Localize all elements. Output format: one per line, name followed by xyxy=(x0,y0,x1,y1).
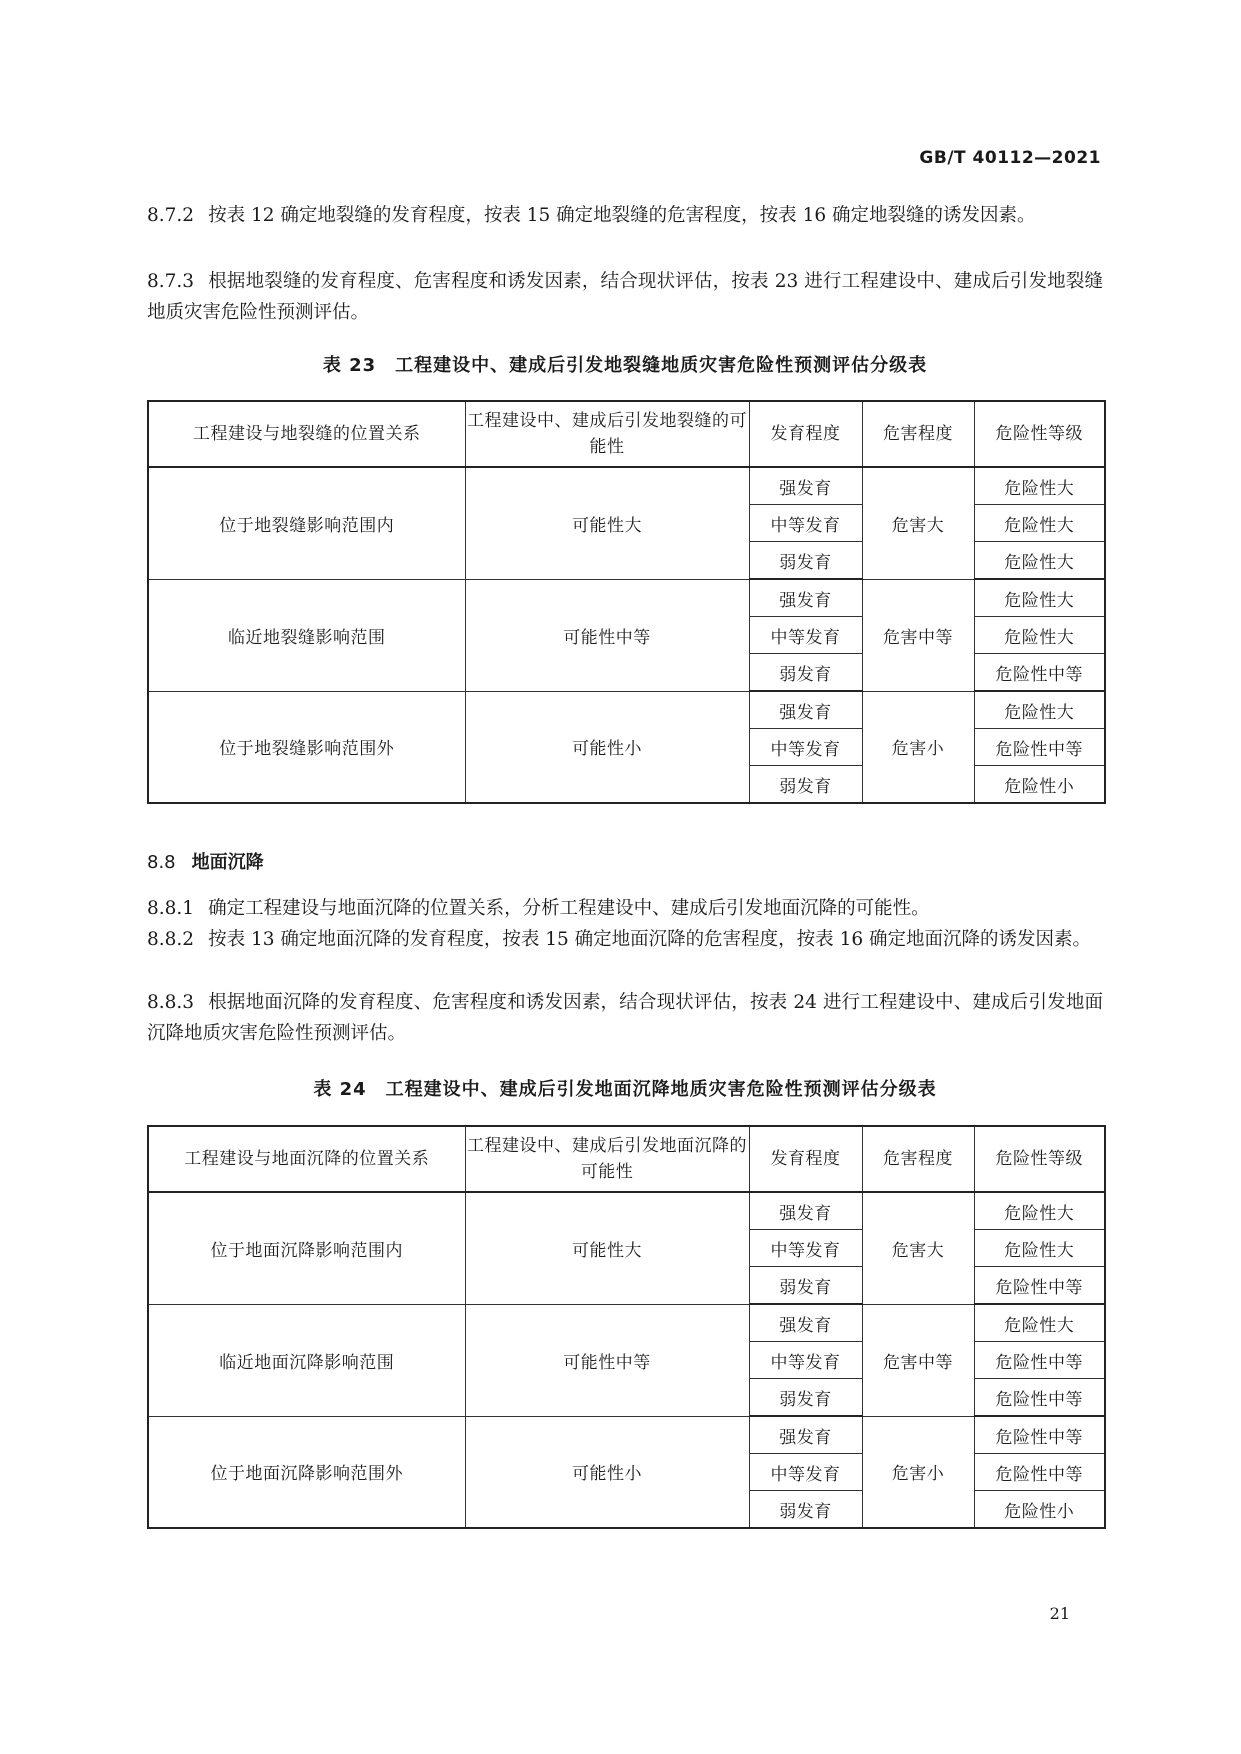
section-title: 地面沉降 xyxy=(191,852,264,873)
development-cell: 强发育 xyxy=(749,1416,862,1454)
risk-level-cell: 危险性大 xyxy=(974,1304,1105,1342)
development-cell: 弱发育 xyxy=(749,1267,862,1305)
header-risk-level: 危险性等级 xyxy=(974,1126,1105,1192)
development-cell: 中等发育 xyxy=(749,617,862,654)
development-cell: 弱发育 xyxy=(749,766,862,804)
development-cell: 弱发育 xyxy=(749,654,862,692)
risk-level-cell: 危险性大 xyxy=(974,505,1105,542)
table-header-row xyxy=(148,1126,1105,1192)
clause-8-8-3 xyxy=(147,987,1103,1049)
clause-8-7-2 xyxy=(147,200,1103,231)
clause-number: 8.8.3 xyxy=(147,992,195,1013)
possibility-cell: 可能性大 xyxy=(465,467,749,579)
table-row xyxy=(148,1304,1105,1342)
header-position: 工程建设与地裂缝的位置关系 xyxy=(148,401,465,467)
table-row xyxy=(148,1416,1105,1454)
section-heading-8-8 xyxy=(147,848,264,874)
risk-level-cell: 危险性小 xyxy=(974,766,1105,804)
section-number: 8.8 xyxy=(147,852,176,873)
harm-cell: 危害小 xyxy=(862,691,974,803)
header-development: 发育程度 xyxy=(749,1126,862,1192)
position-cell: 位于地裂缝影响范围外 xyxy=(148,691,465,803)
risk-level-cell: 危险性中等 xyxy=(974,1267,1105,1305)
development-cell: 中等发育 xyxy=(749,1454,862,1491)
table-24 xyxy=(147,1125,1106,1529)
development-cell: 中等发育 xyxy=(749,1342,862,1379)
development-cell: 强发育 xyxy=(749,1192,862,1230)
table-header-row xyxy=(148,401,1105,467)
risk-level-cell: 危险性大 xyxy=(974,691,1105,729)
header-possibility: 工程建设中、建成后引发地裂缝的可能性 xyxy=(465,401,749,467)
development-cell: 强发育 xyxy=(749,691,862,729)
clause-8-8-2 xyxy=(147,924,1103,955)
development-cell: 中等发育 xyxy=(749,505,862,542)
development-cell: 强发育 xyxy=(749,1304,862,1342)
clause-text: 按表 12 确定地裂缝的发育程度，按表 15 确定地裂缝的危害程度，按表 16 确定地裂缝的诱发因素。 xyxy=(208,205,1036,226)
risk-level-cell: 危险性大 xyxy=(974,1230,1105,1267)
possibility-cell: 可能性大 xyxy=(465,1192,749,1304)
clause-8-7-3 xyxy=(147,266,1103,328)
risk-level-cell: 危险性中等 xyxy=(974,1454,1105,1491)
position-cell: 位于地面沉降影响范围外 xyxy=(148,1416,465,1528)
position-cell: 临近地面沉降影响范围 xyxy=(148,1304,465,1416)
header-risk-level: 危险性等级 xyxy=(974,401,1105,467)
risk-level-cell: 危险性大 xyxy=(974,542,1105,580)
clause-number: 8.7.2 xyxy=(147,205,195,226)
development-cell: 强发育 xyxy=(749,579,862,617)
possibility-cell: 可能性小 xyxy=(465,691,749,803)
table-row xyxy=(148,467,1105,505)
clause-text: 按表 13 确定地面沉降的发育程度，按表 15 确定地面沉降的危害程度，按表 16 确定地面沉降的诱发因素。 xyxy=(208,929,1091,950)
clause-text: 根据地面沉降的发育程度、危害程度和诱发因素，结合现状评估，按表 24 进行工程建设中、建成后引发地面沉降地质灾害危险性预测评估。 xyxy=(147,992,1103,1044)
table-row xyxy=(148,691,1105,729)
table-row xyxy=(148,1192,1105,1230)
position-cell: 位于地面沉降影响范围内 xyxy=(148,1192,465,1304)
clause-text: 根据地裂缝的发育程度、危害程度和诱发因素，结合现状评估，按表 23 进行工程建设中、建成后引发地裂缝地质灾害危险性预测评估。 xyxy=(147,271,1103,323)
development-cell: 弱发育 xyxy=(749,1491,862,1529)
clause-number: 8.8.2 xyxy=(147,929,195,950)
header-harm: 危害程度 xyxy=(862,401,974,467)
possibility-cell: 可能性小 xyxy=(465,1416,749,1528)
header-possibility: 工程建设中、建成后引发地面沉降的可能性 xyxy=(465,1126,749,1192)
header-harm: 危害程度 xyxy=(862,1126,974,1192)
development-cell: 弱发育 xyxy=(749,1379,862,1417)
harm-cell: 危害大 xyxy=(862,1192,974,1304)
position-cell: 临近地裂缝影响范围 xyxy=(148,579,465,691)
table-23 xyxy=(147,400,1106,804)
risk-level-cell: 危险性小 xyxy=(974,1491,1105,1529)
development-cell: 强发育 xyxy=(749,467,862,505)
harm-cell: 危害中等 xyxy=(862,579,974,691)
header-development: 发育程度 xyxy=(749,401,862,467)
development-cell: 中等发育 xyxy=(749,1230,862,1267)
risk-level-cell: 危险性大 xyxy=(974,1192,1105,1230)
table-row xyxy=(148,579,1105,617)
table-23-caption: 表 23 工程建设中、建成后引发地裂缝地质灾害危险性预测评估分级表 xyxy=(322,355,928,376)
risk-level-cell: 危险性大 xyxy=(974,467,1105,505)
development-cell: 中等发育 xyxy=(749,729,862,766)
risk-level-cell: 危险性大 xyxy=(974,617,1105,654)
clause-text: 确定工程建设与地面沉降的位置关系，分析工程建设中、建成后引发地面沉降的可能性。 xyxy=(208,898,930,919)
clause-number: 8.7.3 xyxy=(147,271,195,292)
possibility-cell: 可能性中等 xyxy=(465,579,749,691)
standard-id: GB/T 40112—2021 xyxy=(919,148,1101,168)
table-24-caption: 表 24 工程建设中、建成后引发地面沉降地质灾害危险性预测评估分级表 xyxy=(313,1079,937,1100)
risk-level-cell: 危险性大 xyxy=(974,579,1105,617)
risk-level-cell: 危险性中等 xyxy=(974,1416,1105,1454)
clause-8-8-1 xyxy=(147,893,1103,924)
possibility-cell: 可能性中等 xyxy=(465,1304,749,1416)
risk-level-cell: 危险性中等 xyxy=(974,1342,1105,1379)
risk-level-cell: 危险性中等 xyxy=(974,729,1105,766)
risk-level-cell: 危险性中等 xyxy=(974,654,1105,692)
header-position: 工程建设与地面沉降的位置关系 xyxy=(148,1126,465,1192)
development-cell: 弱发育 xyxy=(749,542,862,580)
harm-cell: 危害小 xyxy=(862,1416,974,1528)
clause-number: 8.8.1 xyxy=(147,898,195,919)
page-number: 21 xyxy=(1049,1604,1070,1623)
harm-cell: 危害中等 xyxy=(862,1304,974,1416)
harm-cell: 危害大 xyxy=(862,467,974,579)
position-cell: 位于地裂缝影响范围内 xyxy=(148,467,465,579)
risk-level-cell: 危险性中等 xyxy=(974,1379,1105,1417)
